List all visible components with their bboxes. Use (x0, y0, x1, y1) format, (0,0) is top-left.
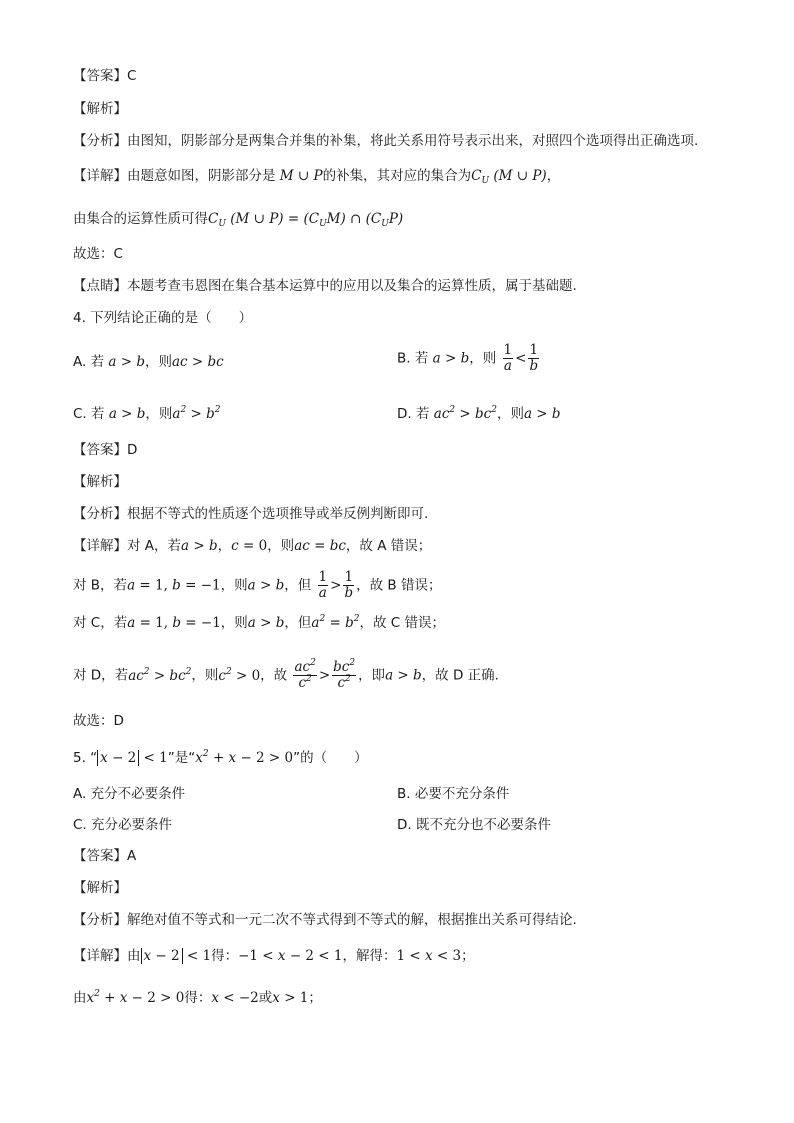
dianjing-label: 【点睛】 (73, 278, 127, 294)
q3-xiangjie-line: 【详解】由题意如图，阴影部分是 M ∪ P的补集，其对应的集合为$C_U$ (M ∪ P)， (73, 168, 561, 186)
q4-analysis-label: 【解析】 (73, 474, 127, 490)
q5-option-d: D. 既不充分也不必要条件 (397, 817, 551, 833)
q4-option-b: B. 若 a > b，则 $\frac{1}{a}$ < $\frac{1}{b}$ (397, 342, 539, 374)
q4-detail-b: 对 B，若a = 1, b = −1，则a > b，但 $\frac{1}{a}$ > $\frac{1}{b}$ ，故 B 错误； (73, 569, 442, 601)
q3-property-line: 由集合的运算性质可得$C_U$ (M ∪ $P) = (C_UM)$ ∩ $(C_UP)$ (73, 211, 404, 229)
fenxi-text: 由图知，阴影部分是两集合并集的补集，将此关系用符号表示出来，对照四个选项得出正确选项. (127, 133, 699, 149)
q4-guxuan: 故选：D (73, 713, 124, 729)
q4-detail-c: 对 C，若a = 1, b = −1，则a > b，但$a^2 = b^2$，故 C 错误； (73, 614, 445, 631)
q5-detail-1: 【详解】由 x − 2 < 1得：−1 < x − 2 < 1，解得：1 < x < 3； (73, 948, 475, 964)
q3-dianjing-line: 【点睛】本题考查韦恩图在集合基本运算中的应用以及集合的运算性质，属于基础题. (73, 278, 577, 294)
q5-stem: 5. “ x − 2 < 1”是“$x^2 + x - 2 > 0$”的（ ） (73, 749, 368, 766)
answer-value: A (127, 848, 137, 864)
answer-value: C (127, 68, 137, 84)
q3-analysis-label: 【解析】 (73, 101, 127, 117)
math-expr: M ∪ P (279, 168, 323, 184)
q5-option-a: A. 充分不必要条件 (73, 786, 186, 802)
q4-fenxi-line: 【分析】根据不等式的性质逐个选项推导或举反例判断即可. (73, 506, 429, 522)
math-expr: $C_U$ (M ∪ $P) = (C_UM)$ ∩ $(C_UP)$ (208, 211, 404, 229)
q5-option-b: B. 必要不充分条件 (397, 786, 510, 802)
answer-label: 【答案】 (73, 68, 127, 84)
q3-guxuan: 故选：C (73, 246, 123, 262)
xiangjie-label: 【详解】 (73, 948, 127, 964)
q4-option-a: A. 若 a > b，则ac > bc (73, 354, 224, 370)
q4-answer-line (73, 440, 137, 460)
fenxi-label: 【分析】 (73, 506, 127, 522)
q4-detail-a: 【详解】对 A，若a > b，c = 0，则ac = bc，故 A 错误； (73, 538, 432, 554)
answer-value: D (127, 442, 138, 458)
answer-label: 【答案】 (73, 848, 127, 864)
q4-detail-d: 对 D，若$ac^2 > bc^2$，则$c^2 > 0$，故 $\frac{ac^2}{c^2}$ > $\frac{bc^2}{c^2}$ ，即a > b，故 D 正确. (73, 658, 499, 691)
q4-option-c: C. 若 a > b，则$a^2 > b^2$ (73, 405, 221, 422)
xiangjie-label: 【详解】 (73, 168, 127, 184)
q3-fenxi-line (73, 131, 698, 151)
q5-option-c: C. 充分必要条件 (73, 817, 173, 833)
q4-option-d: D. 若 $ac^2 > bc^2$，则a > b (397, 405, 561, 422)
q5-analysis-label: 【解析】 (73, 880, 127, 896)
answer-label: 【答案】 (73, 442, 127, 458)
q5-fenxi-line: 【分析】解绝对值不等式和一元二次不等式得到不等式的解，根据推出关系可得结论. (73, 912, 577, 928)
xiangjie-label: 【详解】 (73, 538, 127, 554)
q5-detail-2: 由$x^2 + x - 2 > 0$得：x < −2或x > 1； (73, 989, 322, 1006)
q4-stem: 4. 下列结论正确的是（ ） (73, 310, 253, 326)
q3-answer-line (73, 66, 136, 86)
math-expr: $C_U$ (M ∪ P) (471, 168, 547, 186)
fenxi-label: 【分析】 (73, 912, 127, 928)
fenxi-label: 【分析】 (73, 133, 127, 149)
q5-answer-line (73, 846, 136, 866)
